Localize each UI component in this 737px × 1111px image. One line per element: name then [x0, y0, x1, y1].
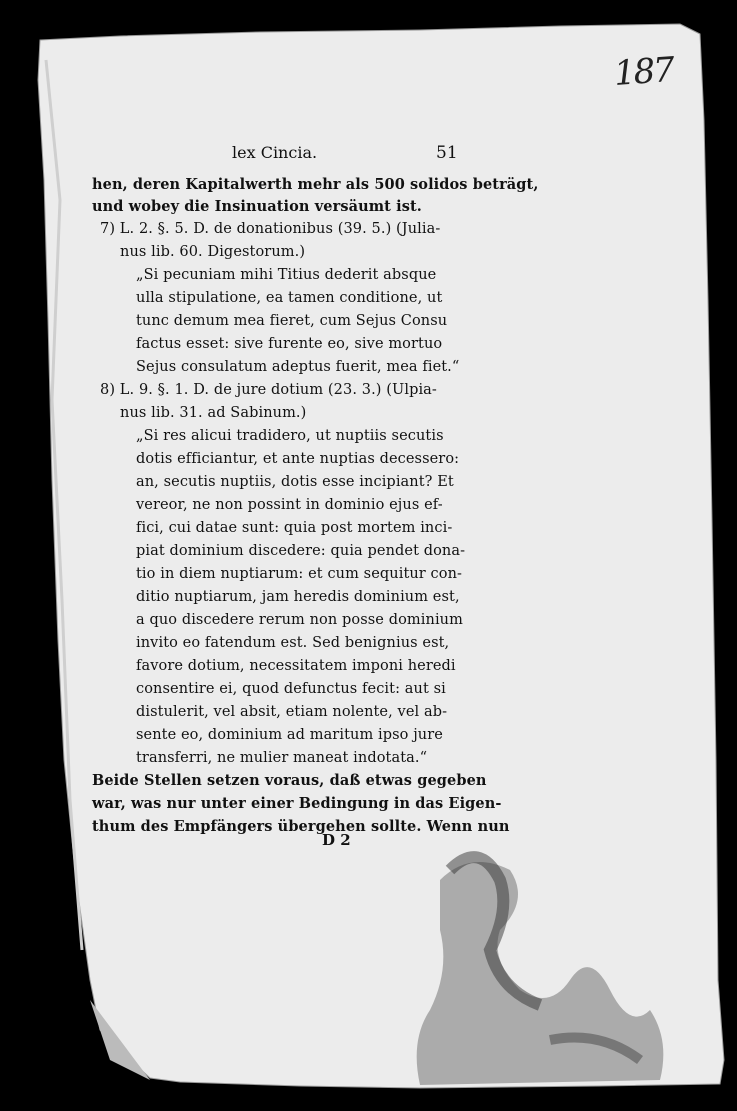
text-line: nus lib. 31. ad Sabinum.): [120, 405, 307, 421]
text-line: fici, cui datae sunt: quia post mortem inci-: [136, 520, 453, 536]
text-line: tio in diem nuptiarum: et cum sequitur con-: [136, 566, 463, 582]
text-line: „Si res alicui tradidero, ut nuptiis secutis: [136, 428, 444, 444]
text-line: Sejus consulatum adeptus fuerit, mea fiet.“: [136, 359, 460, 375]
text-line: invito eo fatendum est. Sed benignius est,: [136, 635, 450, 651]
text-line: vereor, ne non possint in dominio ejus ef-: [136, 497, 443, 513]
water-stain: [400, 840, 700, 1090]
text-line: favore dotium, necessitatem imponi heredi: [136, 658, 456, 674]
text-line: ditio nuptiarum, jam heredis dominium est,: [136, 589, 460, 605]
text-line: a quo discedere rerum non posse dominium: [136, 612, 463, 628]
text-line: piat dominium discedere: quia pendet dona-: [136, 543, 466, 559]
text-line: „Si pecuniam mihi Titius dederit absque: [136, 267, 437, 283]
handwritten-folio-number: 187: [612, 49, 675, 95]
page-number: 51: [436, 143, 458, 163]
text-line: Beide Stellen setzen voraus, daß etwas gegeben: [92, 772, 487, 789]
text-line: nus lib. 60. Digestorum.): [120, 244, 306, 260]
text-line: sente eo, dominium ad maritum ipso jure: [136, 727, 443, 743]
text-line: transferri, ne mulier maneat indotata.“: [136, 750, 428, 766]
text-line: thum des Empfängers übergehen sollte. Wenn nun: [92, 818, 510, 835]
text-line: an, secutis nuptiis, dotis esse incipiant? Et: [136, 474, 454, 490]
text-line: dotis efficiantur, et ante nuptias decessero:: [136, 451, 460, 467]
signature-mark: D 2: [322, 831, 351, 849]
running-title: lex Cincia.: [232, 143, 318, 162]
text-line: factus esset: sive furente eo, sive mortuo: [136, 336, 443, 352]
text-line: distulerit, vel absit, etiam nolente, vel ab-: [136, 704, 448, 720]
text-line: tunc demum mea fieret, cum Sejus Consu: [136, 313, 448, 329]
text-line: hen, deren Kapitalwerth mehr als 500 solidos beträgt,: [92, 176, 539, 193]
text-line: 8) L. 9. §. 1. D. de jure dotium (23. 3.) (Ulpia-: [100, 382, 437, 398]
text-line: ulla stipulatione, ea tamen conditione, ut: [136, 290, 443, 306]
text-line: 7) L. 2. §. 5. D. de donationibus (39. 5.) (Julia-: [100, 221, 441, 237]
text-line: war, was nur unter einer Bedingung in das Eigen-: [92, 795, 502, 812]
text-line: consentire ei, quod defunctus fecit: aut si: [136, 681, 446, 697]
text-line: und wobey die Insinuation versäumt ist.: [92, 198, 422, 215]
